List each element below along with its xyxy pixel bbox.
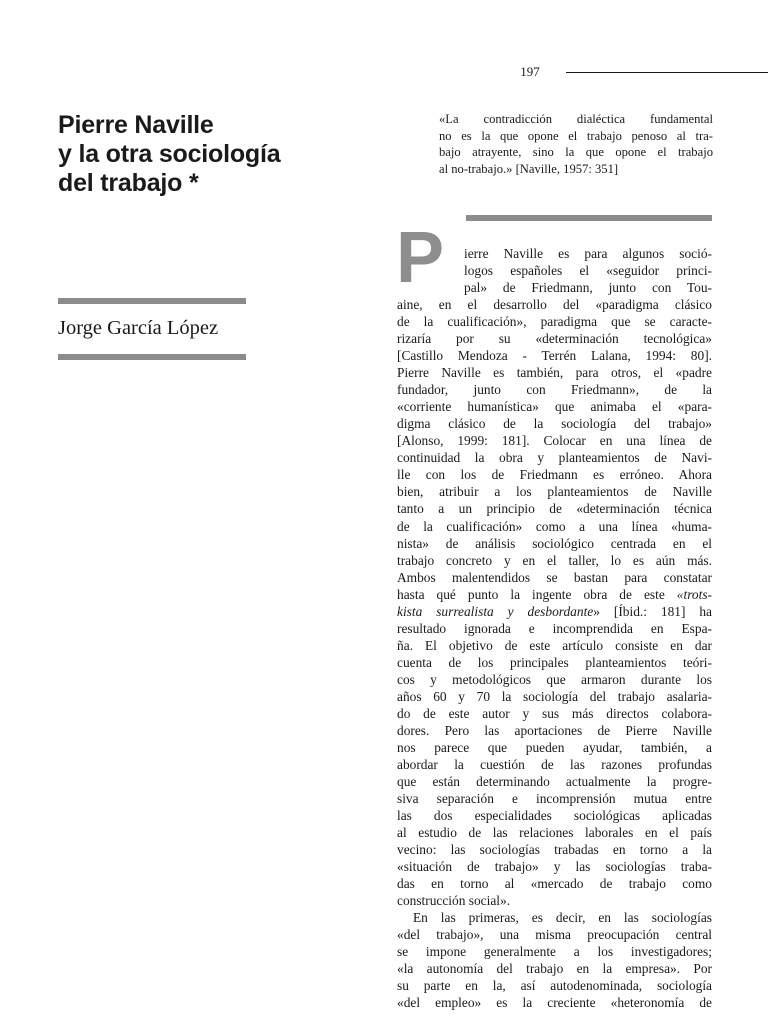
body-line: cuenta de los principales planteamientos teóri- (397, 654, 712, 670)
body-line: su parte en la, así autodenominada, sociología (397, 978, 712, 994)
title-line: y la otra sociología (58, 140, 281, 168)
epigraph-line: no es la que opone el trabajo penoso al tra- (439, 128, 713, 143)
body-line: de la cualificación» como a una línea «huma- (397, 518, 712, 534)
author-name: Jorge García López (58, 317, 219, 339)
body-line: «corriente humanística» que animaba el «para- (397, 399, 712, 415)
header-rule (566, 72, 768, 73)
italic-segment: kista surrealista y desbordante (397, 603, 594, 619)
body-line: nos parece que pueden ayudar, también, a (397, 739, 712, 755)
body-line: continuidad la obra y planteamientos de Navi- (397, 450, 712, 466)
epigraph-line: «La contradicción dialéctica fundamental (439, 112, 713, 126)
drop-cap: P (396, 218, 445, 298)
body-line: lle con los de Friedmann es erróneo. Ahora (397, 467, 712, 483)
body-line: dores. Pero las aportaciones de Pierre Naville (397, 722, 712, 738)
epigraph-line: al no-trabajo.» [Naville, 1957: 351] (439, 161, 619, 176)
body-line: pal» de Friedmann, junto con Tou- (464, 280, 712, 296)
body-line: ña. El objetivo de este artículo consiste en dar (397, 637, 712, 653)
body-line: rizaría por su «determinación tecnológica» (397, 331, 712, 347)
epigraph-line: bajo atrayente, sino la que opone el trabajo (439, 145, 713, 160)
author-rule-bottom (58, 354, 246, 360)
body-line: «del trabajo», una misma preocupación central (397, 927, 712, 943)
body-line: ierre Naville es para algunos soció- (464, 246, 712, 261)
body-line: años 60 y 70 la sociología del trabajo asalaria- (397, 688, 712, 704)
body-line: [Alonso, 1999: 181]. Colocar en una línea de (397, 433, 712, 449)
body-line (397, 603, 712, 620)
body-line: abordar la cuestión de las razones profundas (397, 756, 712, 772)
body-line: de la cualificación», paradigma que se caracte- (397, 314, 712, 330)
body-line: do de este autor y sus más directos colabora- (397, 705, 712, 721)
body-line: aine, en el desarrollo del «paradigma clásico (397, 297, 712, 313)
body-line: «del empleo» es la creciente «heteronomía de (397, 995, 712, 1011)
body-line: al estudio de las relaciones laborales en el país (397, 825, 712, 841)
body-line: que están determinando actualmente la progre- (397, 773, 712, 789)
body-line: das en torno al «mercado de trabajo como (397, 876, 712, 892)
body-line: «la autonomía del trabajo en la empresa». Por (397, 961, 712, 977)
page-number: 197 (520, 64, 540, 79)
body-rule (466, 215, 712, 221)
body-line: digma clásico de la sociología del trabajo» (397, 416, 712, 432)
body-line: tanto a un principio de «determinación técnica (397, 501, 712, 517)
article-body (397, 245, 712, 1011)
title-line: Pierre Naville (58, 111, 214, 139)
body-line: fundador, junto con Friedmann», de la (397, 382, 712, 398)
body-line: Ambos malentendidos se bastan para constatar (397, 569, 712, 585)
body-line: nista» de análisis sociológico centrada en el (397, 535, 712, 551)
epigraph (439, 111, 713, 177)
body-line: se impone generalmente a los investigadores; (397, 944, 712, 960)
body-line: «situación de trabajo» y las sociologías traba- (397, 859, 712, 875)
body-line: resultado ignorada e incomprendida en Espa- (397, 620, 712, 636)
body-line: las dos especialidades sociológicas aplicadas (397, 808, 712, 824)
body-line: trabajo concreto y en el taller, lo es aún más. (397, 552, 712, 568)
body-line: vecino: las sociologías trabadas en torno a la (397, 842, 712, 858)
body-line (397, 586, 712, 603)
body-segment: hasta qué punto la ingente obra de este (397, 586, 677, 602)
article-title (58, 111, 378, 198)
body-line: cos y metodológicos que armaron durante los (397, 671, 712, 687)
body-line: bien, atribuir a los planteamientos de Naville (397, 484, 712, 500)
body-line: [Castillo Mendoza - Terrén Lalana, 1994: 80]. (397, 348, 712, 364)
body-line: logos españoles el «seguidor princi- (464, 263, 712, 279)
author-rule-top (58, 298, 246, 304)
title-line: del trabajo * (58, 169, 199, 197)
body-line: Pierre Naville es también, para otros, el «padre (397, 365, 712, 381)
body-line: siva separación e incomprensión mutua entre (397, 791, 712, 806)
italic-segment: «trots- (676, 586, 712, 602)
body-line: En las primeras, es decir, en las sociologías (413, 910, 712, 926)
body-segment: » [Íbid.: 181] ha (593, 603, 712, 619)
body-line: construcción social». (397, 893, 511, 909)
